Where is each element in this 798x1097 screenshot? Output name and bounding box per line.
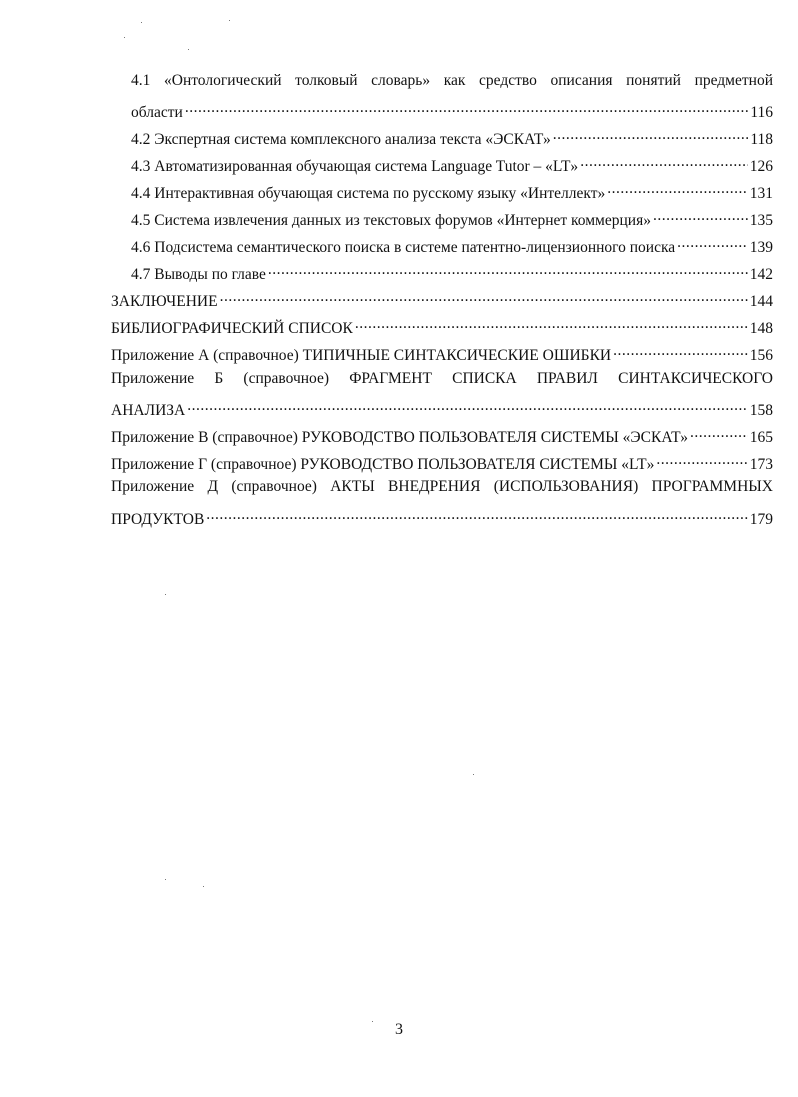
scan-speck: [141, 22, 142, 23]
dot-leader: [187, 397, 748, 415]
toc-entry-text: ПРОДУКТОВ: [111, 511, 205, 528]
toc-entry-appendix-v: [111, 424, 773, 446]
toc-page-number: 126: [749, 158, 773, 175]
toc-page-number: 135: [749, 212, 773, 229]
dot-leader: [220, 288, 748, 306]
toc-page-number: 142: [749, 266, 773, 283]
toc-page-number: 139: [749, 239, 773, 256]
scan-speck: [124, 37, 125, 38]
scan-speck: [165, 594, 166, 595]
toc-page-number: 156: [749, 347, 773, 364]
toc-entry-appendix-b-line2: [111, 397, 773, 419]
toc-entry-text: БИБЛИОГРАФИЧЕСКИЙ СПИСОК: [111, 320, 353, 337]
toc-entry-text: ЗАКЛЮЧЕНИЕ: [111, 293, 218, 310]
toc-entry-4-2: [131, 126, 773, 148]
toc-page-number: 148: [749, 320, 773, 337]
dot-leader: [677, 234, 748, 252]
toc-page-number: 118: [750, 131, 773, 148]
toc-entry-text: Приложение В (справочное) РУКОВОДСТВО ПОЛЬЗОВАТЕЛЯ СИСТЕМЫ «ЭСКАТ»: [111, 429, 688, 446]
dot-leader: [653, 207, 748, 225]
dot-leader: [580, 153, 748, 171]
toc-entry-appendix-d-line1: [111, 478, 773, 496]
scan-speck: [165, 879, 166, 880]
toc-entry-text: 4.2 Экспертная система комплексного анализа текста «ЭСКАТ»: [131, 131, 551, 148]
toc-page-number: 116: [750, 104, 773, 121]
toc-entry-text: 4.4 Интерактивная обучающая система по русскому языку «Интеллект»: [131, 185, 606, 202]
toc-entry-text: 4.6 Подсистема семантического поиска в системе патентно-лицензионного поиска: [131, 239, 676, 256]
scan-speck: [473, 774, 474, 775]
scan-speck: [203, 886, 204, 887]
dot-leader: [607, 180, 748, 198]
toc-entry-4-3: [131, 153, 773, 175]
scan-speck: [188, 49, 189, 50]
scan-speck: [229, 20, 230, 21]
dot-leader: [553, 126, 749, 144]
toc-entry-bibliography: [111, 315, 773, 337]
toc-entry-text: АНАЛИЗА: [111, 402, 186, 419]
dot-leader: [613, 342, 748, 360]
toc-entry-text: области: [131, 104, 183, 121]
page-number: 3: [395, 1021, 403, 1038]
toc-entry-text: 4.7 Выводы по главе: [131, 266, 266, 283]
toc-entry-text: Приложение Б (справочное) ФРАГМЕНТ СПИСКА ПРАВИЛ СИНТАКСИЧЕСКОГО: [111, 370, 773, 387]
toc-entry-text: Приложение Д (справочное) АКТЫ ВНЕДРЕНИЯ (ИСПОЛЬЗОВАНИЯ) ПРОГРАММНЫХ: [111, 478, 773, 495]
dot-leader: [355, 315, 748, 333]
toc-entry-4-1-line2: [131, 99, 773, 121]
dot-leader: [656, 451, 747, 469]
toc-entry-appendix-d-line2: [111, 506, 773, 528]
toc-entry-4-5: [131, 207, 773, 229]
toc-entry-text: Приложение А (справочное) ТИПИЧНЫЕ СИНТАКСИЧЕСКИЕ ОШИБКИ: [111, 347, 612, 364]
toc-entry-4-6: [131, 234, 773, 256]
toc-entry-4-4: [131, 180, 773, 202]
dot-leader: [185, 99, 748, 117]
dot-leader: [690, 424, 748, 442]
toc-entry-4-7: [131, 261, 773, 283]
scan-speck: [372, 1021, 373, 1022]
toc-page-number: 173: [749, 456, 773, 473]
toc-page-number: 179: [749, 511, 773, 528]
toc-entry-appendix-a: [111, 342, 773, 364]
toc-entry-appendix-g: [111, 451, 773, 473]
toc-entry-appendix-b-line1: [111, 370, 773, 388]
dot-leader: [268, 261, 748, 279]
toc-entry-4-1-line1: [131, 72, 773, 90]
toc-entry-text: 4.3 Автоматизированная обучающая система Language Tutor – «LT»: [131, 158, 579, 175]
toc-page-number: 165: [749, 429, 773, 446]
toc-page-number: 131: [749, 185, 773, 202]
toc-entry-text: 4.5 Система извлечения данных из текстовых форумов «Интернет коммерция»: [131, 212, 651, 229]
toc-page-number: 144: [749, 293, 773, 310]
toc-page-number: 158: [749, 402, 773, 419]
toc-entry-text: Приложение Г (справочное) РУКОВОДСТВО ПОЛЬЗОВАТЕЛЯ СИСТЕМЫ «LT»: [111, 456, 655, 473]
dot-leader: [206, 506, 747, 524]
toc-entry-text: 4.1 «Онтологический толковый словарь» как средство описания понятий предметной: [131, 72, 773, 89]
toc-entry-conclusion: [111, 288, 773, 310]
